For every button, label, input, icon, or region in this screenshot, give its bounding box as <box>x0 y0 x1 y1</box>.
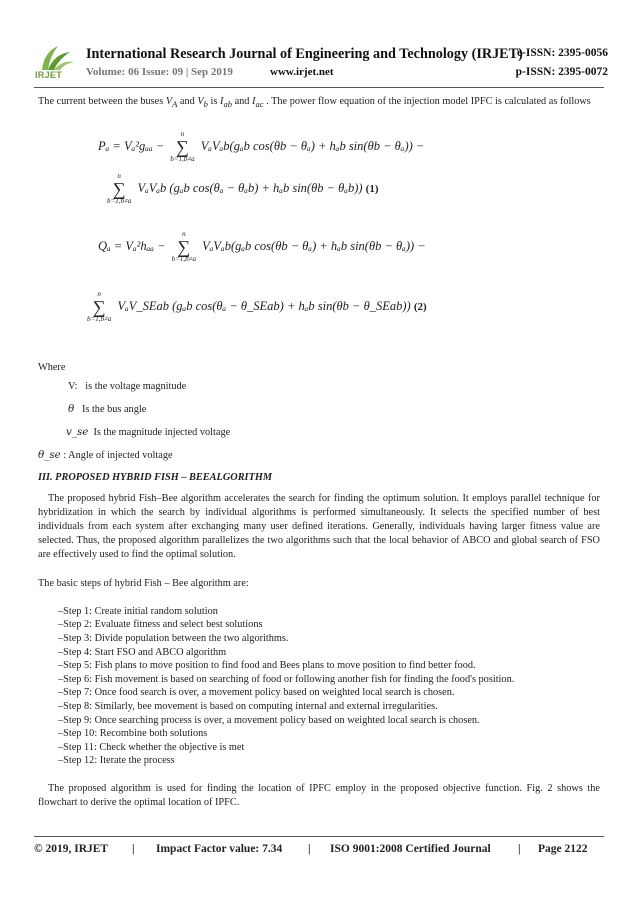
p-issn: p-ISSN: 2395-0072 <box>515 66 608 78</box>
page-content <box>38 95 600 810</box>
algorithm-steps-list <box>58 605 600 768</box>
header-rule <box>34 87 604 88</box>
body-paragraph-2: The basic steps of hybrid Fish – Bee algorithm are: <box>38 577 249 589</box>
e-issn: e-ISSN: 2395-0056 <box>516 47 608 59</box>
body-paragraph-3: The proposed algorithm is used for finding the location of IPFC employ in the proposed objective function. Fig. 2 shows the flowchart to derive the optimal location of IPFC. <box>38 783 600 809</box>
definition-vse: v_se Is the magnitude injected voltage <box>66 426 231 439</box>
equation-1-number: (1) <box>365 183 379 196</box>
list-item: –Step 12: Iterate the process <box>58 755 175 767</box>
equation-1-line-1: Pₐ = Vₐ²gₐₐ − n ∑ b=1,b≠a VₐVₐb(gₐb cos(θb − θₐ) + hₐb sin(θb − θₐ)) − <box>98 130 425 164</box>
definition-theta-se: θ_se : Angle of injected voltage <box>38 449 173 462</box>
list-item: –Step 2: Evaluate fitness and select best solutions <box>58 619 263 631</box>
footer-copyright: © 2019, IRJET <box>34 843 109 855</box>
list-item: –Step 3: Divide population between the two algorithms. <box>58 633 289 645</box>
footer-page-number: Page 2122 <box>538 843 588 855</box>
list-item: –Step 5: Fish plans to move position to find food and Bees plans to move position to find better food. <box>58 660 476 672</box>
footer-separator: | <box>132 843 135 855</box>
page-header <box>30 44 608 84</box>
footer-iso: ISO 9001:2008 Certified Journal <box>330 843 491 855</box>
logo-text: IRJET <box>35 70 63 80</box>
logo-leaf-icon <box>34 44 76 72</box>
list-item: –Step 9: Once searching process is over, a movement policy based on weighted local search is chosen. <box>58 714 480 726</box>
list-item: –Step 11: Check whether the objective is met <box>58 741 245 753</box>
journal-website: www.irjet.net <box>270 66 334 78</box>
list-item: –Step 10: Recombine both solutions <box>58 728 208 740</box>
summation-symbol: n ∑ b=1,b≠a <box>107 172 132 206</box>
journal-title: International Research Journal of Engineering and Technology (IRJET) <box>86 46 523 62</box>
footer-separator: | <box>518 843 521 855</box>
list-item: –Step 4: Start FSO and ABCO algorithm <box>58 646 227 658</box>
footer-separator: | <box>308 843 311 855</box>
section-heading: III. PROPOSED HYBRID FISH – BEEALGORITHM <box>38 472 273 484</box>
summation-symbol: n ∑ b=1,b≠a <box>87 290 112 324</box>
summation-symbol: n ∑ b=1,b≠a <box>170 130 195 164</box>
equation-2-line-2: n ∑ b=1,b≠a VₐV_SEab (gₐb cos(θₐ − θ_SEab) + hₐb sin(θb − θ_SEab)) (2) <box>87 290 427 324</box>
intro-paragraph: The current between the buses $V_A$ and $V_b$ is $I_{ab}$ and $I_{ac}$ . The power flow equation of the injection model IPFC is calculated as follows <box>38 96 591 110</box>
definition-v: V: is the voltage magnitude <box>68 381 187 393</box>
definition-theta: θ Is the bus angle <box>68 403 147 416</box>
summation-symbol: n ∑ b=1,b≠a <box>171 230 196 264</box>
equation-1-line-2: n ∑ b=1,b≠a VₐVₐb (gₐb cos(θₐ − θₐb) + hₐb sin(θb − θₐb)) (1) <box>107 172 379 206</box>
equation-2-line-1: Qₐ = Vₐ²hₐₐ − n ∑ b=1,b≠a VₐVₐb(gₐb cos(θb − θₐ) + hₐb sin(θb − θₐ)) − <box>98 230 426 264</box>
body-paragraph-1: The proposed hybrid Fish–Bee algorithm accelerates the search for finding the optimum solution. It employs parallel technique for hybridization in which the search by individual algorithms is performed simultaneously. It selects the specified number of best individuals from each system after exchanging many user defined iterations. Generally, individuals having larger fitness value are selected. Thus, the proposed algorithm parallelizes the two algorithms such that the local behavior of ABCO and global search of FSO are effectively used to find the optimal solution. <box>38 492 600 561</box>
where-label: Where <box>38 362 66 374</box>
footer-rule <box>34 836 604 837</box>
irjet-logo <box>34 44 76 84</box>
footer-impact-factor: Impact Factor value: 7.34 <box>156 843 283 855</box>
equation-2-number: (2) <box>413 301 427 314</box>
list-item: –Step 6: Fish movement is based on searching of food or following another fish for finding the food's position. <box>58 673 515 685</box>
equation-block <box>38 127 600 355</box>
volume-issue: Volume: 06 Issue: 09 | Sep 2019 <box>86 66 233 78</box>
list-item: –Step 1: Create initial random solution <box>58 605 218 617</box>
list-item: –Step 8: Similarly, bee movement is based on computing internal and external irregularities. <box>58 701 438 713</box>
list-item: –Step 7: Once food search is over, a movement policy based on weighted local search is chosen. <box>58 687 455 699</box>
